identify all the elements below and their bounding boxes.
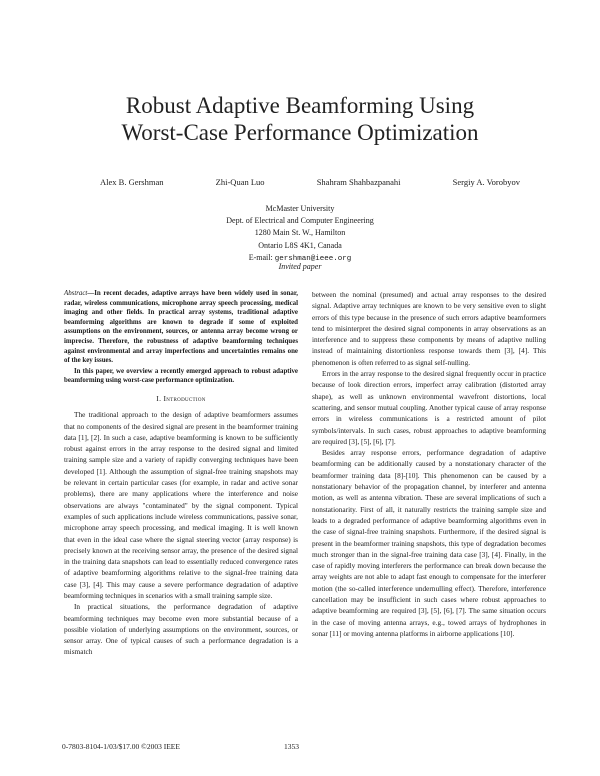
email-label: E-mail: — [248, 252, 273, 262]
affiliation-department: Dept. of Electrical and Computer Engineering — [226, 216, 374, 226]
invited-paper-note: Invited paper — [278, 262, 322, 271]
body-paragraph: The traditional approach to the design of adaptive beamformers assumes that no components of the desired signal are present in the beamformer training data [1], [2]. In such a case, adaptive beamforming is known to be sufficiently robust against errors in the array response to the desired signal and limited training sample size and a variety of rapidly converging techniques have been developed [1]. Although the assumption of signal-free training snapshots may be relevant in certain particular cases (for example, in radar and active sonar problems), there are many applications where the interference and noise observations are always "contaminated" by the signal component. Typical examples of such applications include wireless communications, passive sonar, microphone array speech processing, and medical imaging. It is well known that even in the ideal case where the signal steering vector (array response) is precisely known at the receiving sensor array, the presence of the desired signal in the training data snapshots can lead to essentially reduced convergence rates of adaptive beamforming algorithms relative to the signal-free training data case [3], [4]. This may cause a severe performance degradation of adaptive beamforming techniques in scenarios with a small training sample size. — [64, 410, 298, 600]
body-paragraph: Errors in the array response to the desired signal frequently occur in practice because of look direction errors, imperfect array calibration (distorted array shape), as well as unknown environmental wavefront distortions, local scattering, and sensor mutual coupling. Another typical cause of array response errors in wireless communications is a restricted amount of pilot symbols/intervals. In such cases, robust approaches to adaptive beamforming are required [3], [5], [6], [7]. — [312, 369, 546, 446]
author-name: Sergiy A. Vorobyov — [452, 177, 520, 187]
section-number: I. — [156, 393, 162, 403]
author-name: Shahram Shahbazpanahi — [316, 177, 401, 187]
page-number: 1353 — [284, 742, 299, 751]
body-paragraph: Besides array response errors, performance degradation of adaptive beamforming can be additionally caused by a nonstationary character of the beamformer training data [8]-[10]. This phenomenon can be caused by a nonstationary behavior of the propagation channel, by interferer and antenna motion, as well as antenna vibration. These are several implications of such a nonstationarity. First of all, it naturally restricts the training sample size and leads to a degraded performance of adaptive beamforming algorithms even in the case of signal-free training snapshots. Furthermore, if the desired signal is present in the beamformer training snapshots, this type of degradation becomes much stronger than in the signal-free training data case [3], [4]. Finally, in the case of rapidly moving interferers the performance can break down because the array weights are not able to adapt fast enough to compensate for the interferer motion (the so-called interference undernulling effect). Therefore, interference cancellation may be insufficient in such cases where robust approaches to adaptive beamforming are required [3], [5], [6], [7]. The same situation occurs in the case of moving antenna arrays, e.g., towed arrays of hydrophones in sonar [11] or moving antenna platforms in airborne applications [10]. — [312, 448, 546, 638]
abstract-paragraph-1: Abstract—In recent decades, adaptive arrays have been widely used in sonar, radar, wireless communications, microphone array speech processing, medical imaging and other fields. In practical array systems, traditional adaptive beamforming algorithms are known to degrade if some of exploited assumptions on the environment, sources, or antenna array become wrong or imprecise. Therefore, the robustness of adaptive beamforming techniques against environmental and array imperfections and uncertainties remains one of the key issues. — [64, 290, 298, 365]
section-heading — [64, 393, 298, 404]
body-paragraph: In practical situations, the performance degradation of adaptive beamforming techniques may become even more substantial because of a possible violation of underlying assumptions on the environment, sources, or sensor array. One of typical causes of such a performance degradation is a mismatch — [64, 602, 298, 657]
affiliation-city: Ontario L8S 4K1, Canada — [258, 240, 342, 250]
paper-title — [60, 92, 540, 146]
author-name: Zhi-Quan Luo — [215, 177, 265, 187]
right-column — [312, 289, 546, 639]
affiliation-street: 1280 Main St. W., Hamilton — [254, 228, 346, 238]
left-column — [64, 289, 298, 658]
abstract-paragraph-2: In this paper, we overview a recently emerged approach to robust adaptive beamforming using worst-case performance optimization. — [64, 367, 298, 385]
abstract-text-1: In recent decades, adaptive arrays have been widely used in sonar, radar, wireless communications, microphone array speech processing, medical imaging and other fields. In practical array systems, traditional adaptive beamforming algorithms are known to degrade if some of exploited assumptions on the environment, sources, or antenna array become wrong or imprecise. Therefore, the robustness of adaptive beamforming techniques against environmental and array imperfections and uncertainties remains one of the key issues. — [64, 290, 298, 365]
email-address[interactable]: gershman@ieee.org — [274, 254, 352, 263]
title-line-2: Worst-Case Performance Optimization — [121, 120, 479, 145]
affiliation-university: McMaster University — [265, 204, 335, 213]
author-name: Alex B. Gershman — [100, 177, 164, 187]
author-list — [100, 177, 520, 187]
section-title: Introduction — [163, 393, 206, 403]
abstract-label: Abstract — [64, 290, 88, 297]
affiliation-block — [150, 203, 450, 265]
copyright-footer: 0-7803-8104-1/03/$17.00 ©2003 IEEE — [62, 742, 180, 751]
title-line-1: Robust Adaptive Beamforming Using — [125, 93, 475, 118]
body-paragraph: between the nominal (presumed) and actual array responses to the desired signal. Adaptive array techniques are known to be very sensitive even to slight errors of this type because in the presence of such errors adaptive beamformers tend to misinterpret the desired signal components in array observations as an interference and to suppress these components by means of adaptive nulling instead of maintaining distortionless response towards them [3], [4]. This phenomenon is often referred to as signal self-nulling. — [312, 290, 546, 367]
abstract-block — [64, 289, 298, 386]
